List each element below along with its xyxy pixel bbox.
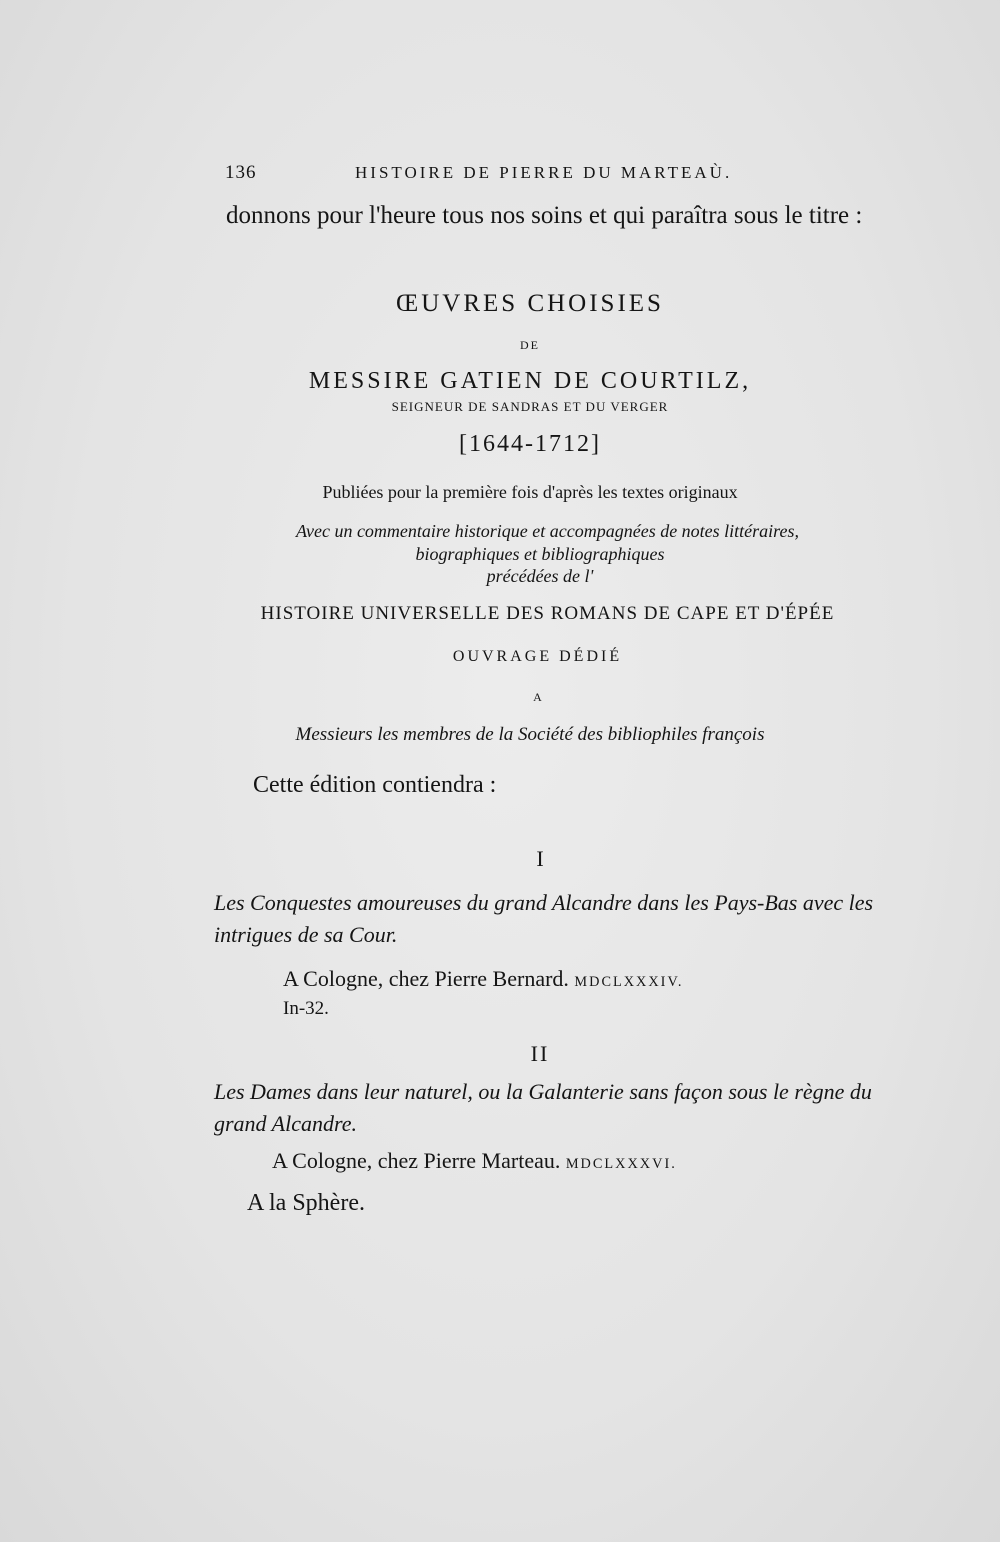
entry-numeral: I	[536, 846, 544, 871]
entry-title: Les Dames dans leur naturel, ou la Galanterie sans façon sous le règne du grand Alcandre.	[214, 1079, 872, 1136]
preceded-by-note: précédées de l'	[486, 566, 594, 586]
title-connector: DE	[520, 338, 540, 352]
author-titles: SEIGNEUR DE SANDRAS ET DU VERGER	[391, 399, 669, 414]
page-number: 136	[225, 162, 257, 183]
imprint-date: MDCLXXXIV.	[574, 974, 684, 990]
commentary-note: Avec un commentaire historique et accompagnées de notes littéraires,	[295, 521, 800, 541]
entry-title: Les Conquestes amoureuses du grand Alcandre dans les Pays-Bas avec les intrigues de sa Cour.	[214, 890, 874, 947]
publication-note: Publiées pour la première fois d'après les textes originaux	[322, 482, 738, 502]
dedication-connector: A	[533, 690, 542, 704]
author-dates: [1644-1712]	[459, 431, 601, 457]
imprint-place: A Cologne, chez Pierre Bernard.	[283, 966, 569, 991]
commentary-note-cont: biographiques et bibliographiques	[415, 544, 665, 564]
dedication-heading: OUVRAGE DÉDIÉ	[452, 648, 623, 665]
entry-numeral: II	[530, 1041, 550, 1066]
intro-paragraph: donnons pour l'heure tous nos soins et qui paraîtra sous le titre :	[226, 202, 863, 229]
work-title: ŒUVRES CHOISIES	[396, 290, 664, 317]
imprint-date: MDCLXXXVI.	[565, 1156, 677, 1172]
imprint-place: A Cologne, chez Pierre Marteau.	[272, 1148, 561, 1173]
histoire-title: HISTOIRE UNIVERSELLE DES ROMANS DE CAPE ET D'ÉPÉE	[260, 603, 835, 624]
entry-imprint	[272, 1148, 677, 1174]
running-title: HISTOIRE DE PIERRE DU MARTEAÙ.	[355, 163, 733, 182]
edition-intro: Cette édition contiendra :	[253, 772, 497, 798]
dedicatees: Messieurs les membres de la Société des bibliophiles françois	[295, 724, 765, 745]
author-name: MESSIRE GATIEN DE COURTILZ,	[308, 368, 752, 394]
entry-format: A la Sphère.	[247, 1190, 365, 1216]
entry-format: In-32.	[283, 998, 329, 1019]
entry-imprint	[283, 966, 684, 992]
